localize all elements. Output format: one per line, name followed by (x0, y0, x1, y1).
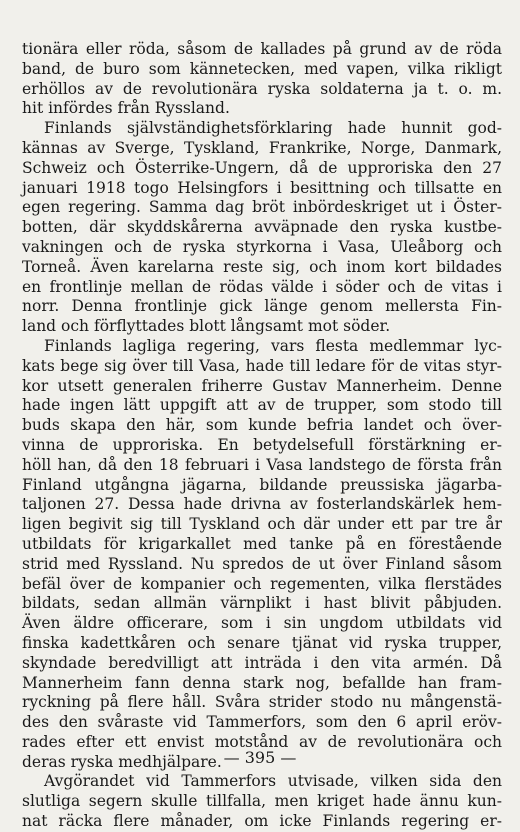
text-line: Schweiz och Österrike-Ungern, då de upproriska den 27 (22, 158, 502, 177)
text-line: norr. Denna frontlinje gick länge genom mellersta Fin- (22, 297, 502, 316)
text-line: land och förflyttades blott långsamt mot söder. (22, 317, 391, 336)
text-line: band, de buro som kännetecken, med vapen, vilka rikligt (22, 59, 502, 78)
text-line: Finlands självständighetsförklaring hade hunnit god- (44, 119, 502, 138)
text-line: utbildats för krigarkallet med tanke på en förestående (22, 534, 502, 553)
text-line: ryckning på flere håll. Svåra strider stodo nu mångenstä- (22, 693, 502, 712)
text-line: rades efter ett envist motstånd av de revolutionära och (22, 732, 502, 751)
text-line: des den svåraste vid Tammerfors, som den 6 april eröv- (22, 713, 502, 732)
text-line: höll han, då den 18 februari i Vasa landstego de första från (22, 455, 502, 474)
text-line: Avgörandet vid Tammerfors utvisade, vilken sida den (44, 772, 502, 791)
text-line: taljonen 27. Dessa hade drivna av fosterlandskärlek hem- (22, 495, 502, 514)
text-line: Även äldre officerare, som i sin ungdom utbildats vid (22, 614, 502, 633)
text-line: en frontlinje mellan de rödas välde i söder och de vitas i (22, 277, 502, 296)
text-line: vinna de upproriska. En betydelsefull förstärkning er- (22, 435, 502, 454)
text-line: kännas av Sverge, Tyskland, Frankrike, Norge, Danmark, (22, 138, 502, 157)
text-line: Finland utgångna jägarna, bildande preussiska jägarba- (22, 475, 502, 494)
text-line: ligen begivit sig till Tyskland och där under ett par tre år (22, 515, 502, 534)
text-line: befäl över de kompanier och regementen, vilka flerstädes (22, 574, 502, 593)
text-line: hade ingen lätt uppgift att av de trupper, som stodo till (22, 396, 502, 415)
text-line: deras ryska medhjälpare. (22, 752, 222, 771)
text-line: egen regering. Samma dag bröt inbördeskriget ut i Öster- (22, 198, 502, 217)
text-line: Finlands lagliga regering, vars flesta medlemmar lyc- (44, 336, 502, 355)
text-line: slutliga segern skulle tillfalla, men kriget hade ännu kun- (22, 792, 502, 811)
text-line: botten, där skyddskårerna avväpnade den ryska kustbe- (22, 218, 502, 237)
text-line: kor utsett generalen friherre Gustav Mannerheim. Denne (22, 376, 502, 395)
text-line: erhöllos av de revolutionära ryska soldaterna ja t. o. m. (22, 79, 502, 98)
text-line: strid med Ryssland. Nu spredos de ut över Finland såsom (22, 554, 502, 573)
text-line: kats bege sig över till Vasa, hade till ledare för de vitas styr- (22, 356, 502, 375)
text-line: tionära eller röda, såsom de kallades på grund av de röda (22, 40, 502, 58)
text-line: hit infördes från Ryssland. (22, 99, 230, 118)
body-text (22, 40, 502, 832)
text-line: Mannerheim fann denna stark nog, befallde han fram- (22, 673, 502, 692)
text-line: januari 1918 togo Helsingfors i besittning och tillsatte en (22, 178, 502, 197)
text-line: finska kadettkåren och senare tjänat vid ryska trupper, (22, 633, 502, 652)
text-line: Torneå. Även karelarna reste sig, och inom kort bildades (22, 257, 502, 276)
text-line: vakningen och de ryska styrkorna i Vasa, Uleåborg och (22, 237, 502, 256)
text-line: skyndade beredvilligt att inträda i den vita armén. Då (22, 653, 502, 672)
text-line: nat räcka flere månader, om icke Finlands regering er- (22, 812, 502, 831)
page-number: — 395 — (223, 748, 297, 767)
text-line: bildats, sedan allmän värnplikt i hast blivit påbjuden. (22, 594, 502, 613)
text-line: buds skapa den här, som kunde befria landet och över- (22, 416, 502, 435)
